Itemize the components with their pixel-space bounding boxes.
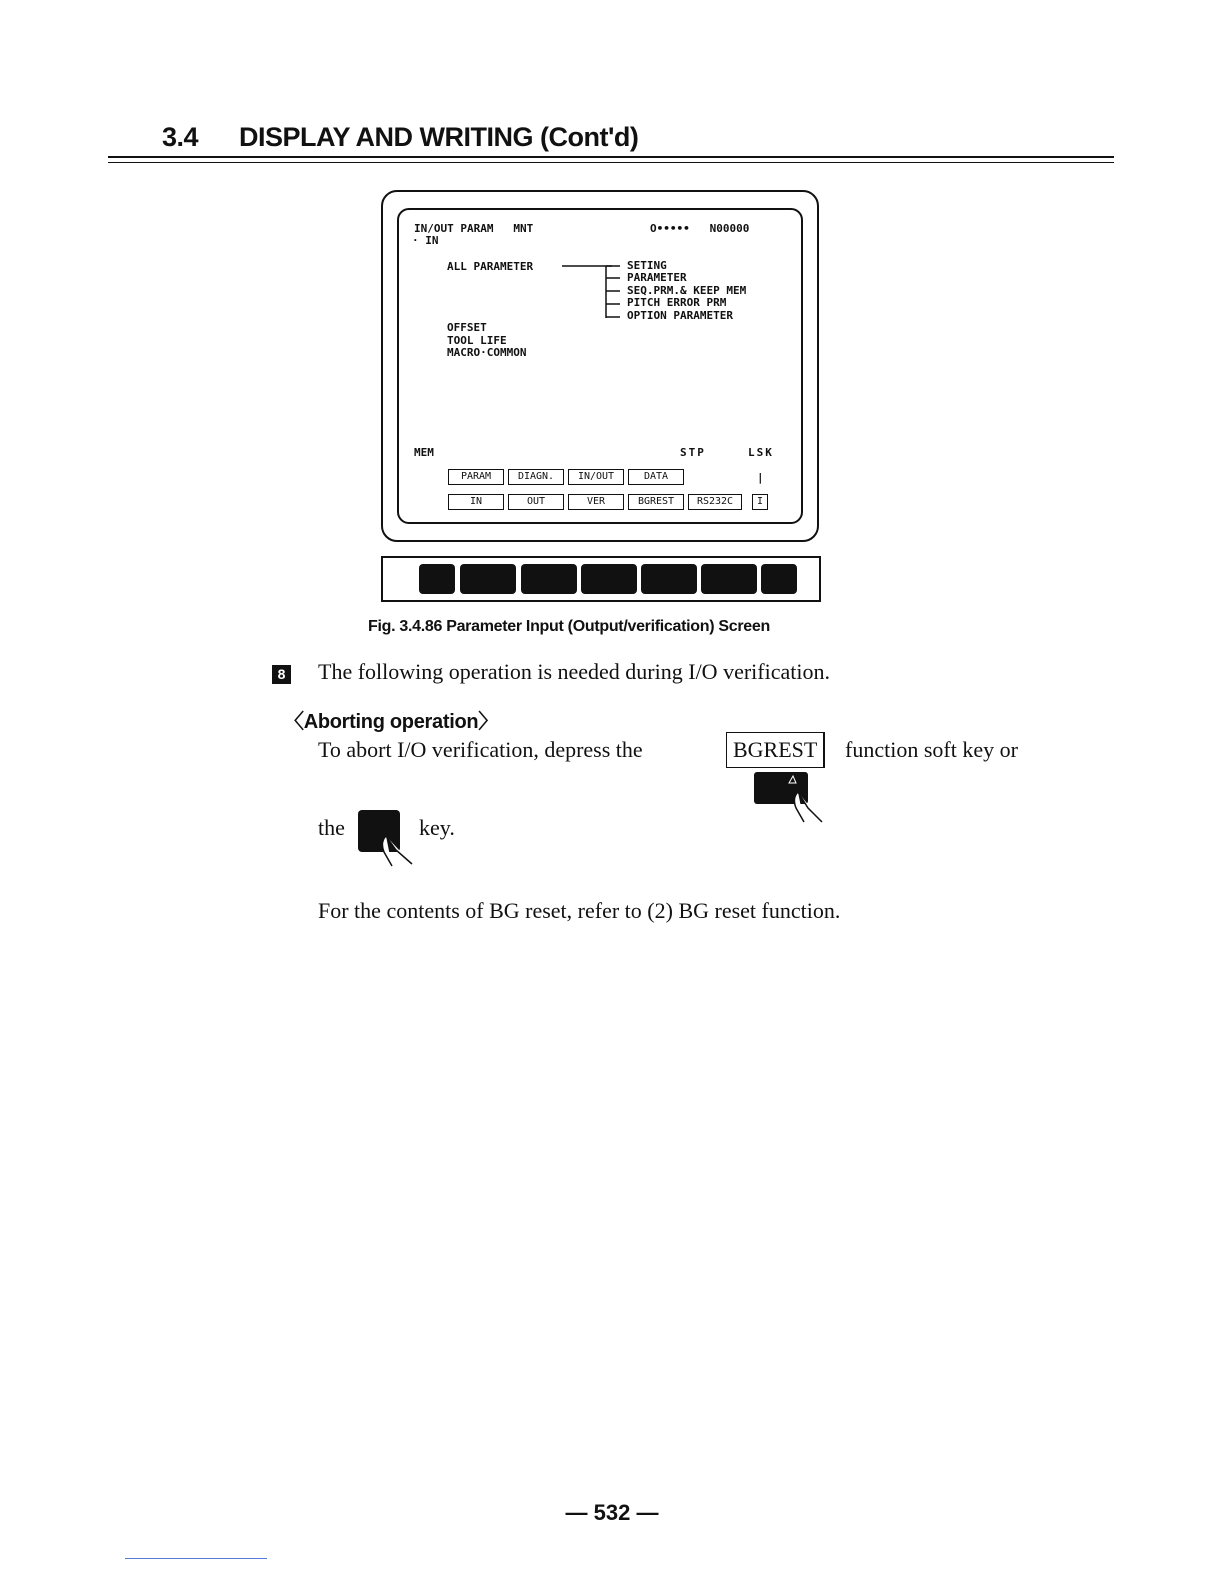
tree-item-parameter: PARAMETER [627, 271, 687, 284]
subheading: 〈Aborting operation〉 [284, 711, 498, 733]
all-parameter-label: ALL PARAMETER [447, 260, 534, 273]
softkey-out[interactable]: OUT [508, 494, 564, 510]
softkey-diagn[interactable]: DIAGN. [508, 469, 564, 485]
left-item-tool-life: TOOL LIFE [447, 334, 507, 347]
softkey-rs232c[interactable]: RS232C [688, 494, 742, 510]
bgrest-softkey-box: BGREST [726, 732, 825, 768]
screen-title: IN/OUT PARAM MNT [414, 222, 534, 235]
tree-connector [560, 258, 630, 324]
left-item-macro-common: MACRO·COMMON [447, 346, 527, 359]
softkey-param[interactable]: PARAM [448, 469, 504, 485]
header-rule-bottom [108, 162, 1114, 163]
the-word: the [318, 815, 345, 840]
soft-key-5[interactable] [701, 564, 757, 594]
cursor-mark: | [757, 471, 764, 484]
figure-caption: Fig. 3.4.86 Parameter Input (Output/verification) Screen [368, 618, 770, 635]
soft-key-4[interactable] [641, 564, 697, 594]
section-number: 3.4 [162, 122, 199, 152]
status-mem: MEM [414, 446, 434, 459]
screen-mode: · IN [412, 234, 439, 247]
page-number: — 532 — [565, 1500, 659, 1525]
soft-key-1[interactable] [460, 564, 516, 594]
softkey-data[interactable]: DATA [628, 469, 684, 485]
tree-item-option-parameter: OPTION PARAMETER [627, 309, 733, 322]
softkey-in-out[interactable]: IN/OUT [568, 469, 624, 485]
key-word: key. [419, 815, 455, 840]
header-rule-top [108, 156, 1114, 158]
left-item-offset: OFFSET [447, 321, 487, 334]
abort-text-before: To abort I/O verification, depress the [318, 737, 643, 762]
abort-text-after: function soft key or [845, 737, 1018, 762]
intro-text: The following operation is needed during I/O verification. [318, 659, 830, 684]
tree-item-seq-prm: SEQ.PRM.& KEEP MEM [627, 284, 747, 297]
reference-text: For the contents of BG reset, refer to (2) BG reset function. [318, 898, 841, 923]
soft-key-right-arrow[interactable] [761, 564, 797, 594]
softkey-bgrest[interactable]: BGREST [628, 494, 684, 510]
soft-key-2[interactable] [521, 564, 577, 594]
section-title: DISPLAY AND WRITING (Cont'd) [239, 122, 639, 152]
tree-item-seting: SETING [627, 259, 667, 272]
status-lsk: LSK [748, 446, 774, 459]
softkey-ver[interactable]: VER [568, 494, 624, 510]
bullet-marker: 8 [272, 665, 291, 684]
tree-item-pitch-error: PITCH ERROR PRM [627, 296, 727, 309]
soft-key-press-icon [752, 770, 826, 828]
softkey-more[interactable]: I [752, 494, 768, 510]
soft-key-left-arrow[interactable] [419, 564, 455, 594]
screen-status-right: O••••• N00000 [650, 222, 750, 235]
softkey-in[interactable]: IN [448, 494, 504, 510]
soft-key-3[interactable] [581, 564, 637, 594]
footer-rule [125, 1558, 267, 1559]
screen-mode-label: IN [425, 234, 439, 247]
status-stp: STP [680, 446, 706, 459]
reset-key-press-icon [356, 808, 420, 870]
